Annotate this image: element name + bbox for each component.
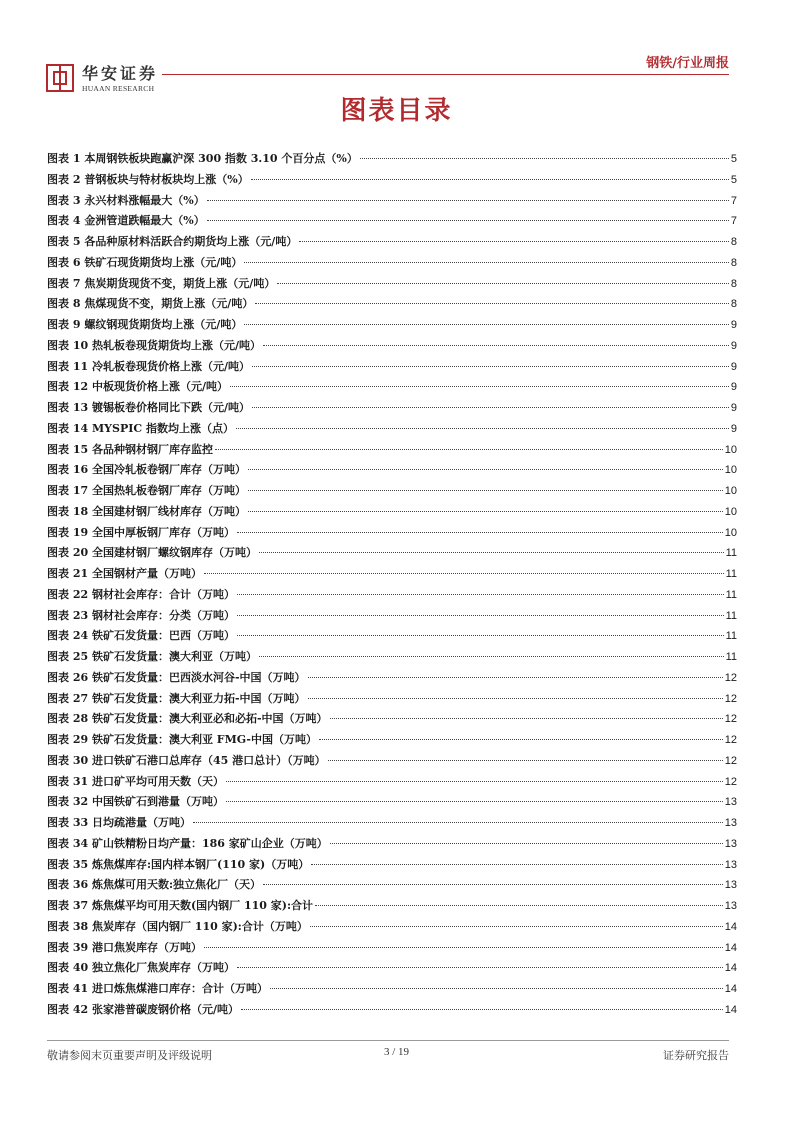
toc-leader-dots — [244, 323, 729, 325]
toc-entry-page: 12 — [724, 775, 737, 788]
toc-entry-page: 13 — [724, 879, 737, 892]
toc-entry[interactable] — [47, 295, 737, 316]
toc-leader-dots — [215, 448, 723, 450]
toc-entry-page: 9 — [730, 422, 737, 435]
toc-entry-page: 13 — [724, 817, 737, 829]
toc-leader-dots — [248, 510, 723, 512]
toc-entry-label: 图表 7 焦炭期货现货不变，期货上涨（元/吨） — [47, 276, 276, 290]
toc-entry-page: 11 — [725, 651, 737, 663]
logo-center-bar — [59, 66, 61, 90]
toc-leader-dots — [237, 634, 724, 636]
toc-entry[interactable] — [47, 793, 737, 814]
toc-entry[interactable] — [47, 420, 737, 441]
toc-entry-label: 图表 20 全国建材钢厂螺纹钢库存（万吨） — [47, 546, 257, 560]
toc-entry[interactable] — [47, 710, 737, 731]
toc-entry-label: 图表 42 张家港普碳废钢价格（元/吨） — [47, 1002, 239, 1016]
toc-leader-dots — [244, 261, 729, 263]
toc-leader-dots — [207, 219, 729, 221]
toc-entry-label: 图表 28 铁矿石发货量：澳大利亚必和必拓-中国（万吨） — [47, 712, 328, 726]
toc-leader-dots — [255, 302, 729, 304]
toc-leader-dots — [252, 406, 729, 408]
toc-entry-label: 图表 41 进口炼焦煤港口库存：合计（万吨） — [47, 982, 268, 995]
toc-entry[interactable] — [47, 378, 737, 399]
toc-entry[interactable] — [47, 524, 737, 545]
toc-entry-label: 图表 37 炼焦煤平均可用天数(国内钢厂 110 家):合计 — [47, 899, 314, 912]
toc-leader-dots — [259, 551, 724, 553]
company-logo-icon — [46, 64, 74, 92]
toc-entry-page: 10 — [724, 505, 737, 518]
toc-entry-page: 9 — [730, 402, 737, 414]
toc-entry[interactable] — [47, 669, 737, 690]
toc-entry-label: 图表 23 钢材社会库存：分类（万吨） — [47, 608, 235, 622]
toc-leader-dots — [241, 1008, 723, 1010]
toc-entry-label: 图表 18 全国建材钢厂线材库存（万吨） — [47, 504, 246, 518]
toc-entry-page: 9 — [730, 319, 737, 331]
toc-leader-dots — [311, 863, 723, 865]
toc-entry-page: 14 — [724, 962, 737, 975]
toc-leader-dots — [263, 344, 729, 346]
page-number: 3 / 19 — [383, 1046, 410, 1058]
toc-entry[interactable] — [47, 607, 737, 628]
footer-disclaimer[interactable]: 敬请参阅末页重要声明及评级说明 — [47, 1049, 212, 1062]
toc-entry-page: 11 — [725, 609, 737, 622]
toc-entry-label: 图表 25 铁矿石发货量：澳大利亚（万吨） — [47, 650, 257, 663]
toc-entry-page: 12 — [724, 754, 737, 767]
toc-entry-label: 图表 35 炼焦煤库存:国内样本钢厂(110 家)（万吨） — [47, 857, 310, 871]
footer-divider — [47, 1040, 729, 1041]
toc-entry[interactable] — [47, 358, 737, 379]
toc-entry[interactable] — [47, 773, 737, 794]
toc-entry[interactable] — [47, 544, 737, 565]
toc-entry-label: 图表 14 MYSPIC 指数均上涨（点） — [47, 421, 234, 435]
toc-entry-page: 11 — [725, 588, 737, 601]
toc-entry-page: 14 — [724, 920, 737, 933]
document-type: 证券研究报告 — [663, 1049, 729, 1062]
toc-entry[interactable] — [47, 482, 737, 503]
toc-leader-dots — [193, 821, 723, 823]
toc-leader-dots — [277, 282, 729, 284]
toc-entry[interactable] — [47, 627, 737, 648]
toc-leader-dots — [310, 925, 723, 927]
toc-entry[interactable] — [47, 731, 737, 752]
toc-entry-page: 14 — [724, 941, 737, 954]
toc-entry[interactable] — [47, 586, 737, 607]
toc-entry-page: 9 — [730, 339, 737, 352]
toc-entry-label: 图表 34 矿山铁精粉日均产量：186 家矿山企业（万吨） — [47, 836, 328, 850]
toc-entry[interactable] — [47, 1001, 737, 1022]
toc-entry[interactable] — [47, 648, 737, 669]
toc-entry-label: 图表 32 中国铁矿石到港量（万吨） — [47, 795, 224, 809]
toc-entry-label: 图表 36 炼焦煤可用天数:独立焦化厂（天） — [47, 878, 262, 892]
toc-entry-label: 图表 12 中板现货价格上涨（元/吨） — [47, 380, 228, 394]
toc-leader-dots — [259, 655, 724, 657]
toc-entry-page: 8 — [730, 256, 737, 269]
toc-entry-label: 图表 38 焦炭库存（国内钢厂 110 家):合计（万吨） — [47, 919, 308, 933]
toc-leader-dots — [230, 385, 729, 387]
toc-leader-dots — [237, 593, 724, 595]
toc-entry[interactable] — [47, 441, 737, 462]
toc-entry-page: 9 — [730, 360, 737, 373]
toc-entry-label: 图表 40 独立焦化厂焦炭库存（万吨） — [47, 961, 235, 975]
toc-entry-page: 11 — [725, 568, 737, 580]
toc-entry[interactable] — [47, 752, 737, 773]
toc-entry[interactable] — [47, 835, 737, 856]
toc-entry[interactable] — [47, 337, 737, 358]
toc-entry-label: 图表 13 镀锡板卷价格同比下跌（元/吨） — [47, 401, 250, 414]
toc-leader-dots — [263, 883, 723, 885]
toc-leader-dots — [330, 842, 723, 844]
toc-entry-label: 图表 9 螺纹钢现货期货均上涨（元/吨） — [47, 318, 243, 331]
toc-entry-page: 7 — [730, 215, 737, 228]
toc-leader-dots — [328, 759, 723, 761]
toc-entry-page: 8 — [730, 236, 737, 248]
toc-entry-page: 10 — [724, 443, 737, 456]
toc-leader-dots — [237, 531, 723, 533]
toc-entry-page: 14 — [724, 1003, 737, 1016]
toc-entry[interactable] — [47, 690, 737, 711]
toc-entry-label: 图表 8 焦煤现货不变，期货上涨（元/吨） — [47, 297, 254, 311]
table-of-figures — [47, 150, 737, 1022]
toc-entry[interactable] — [47, 233, 737, 254]
toc-entry[interactable] — [47, 150, 737, 171]
toc-leader-dots — [204, 946, 723, 948]
toc-entry-label: 图表 15 各品种钢材钢厂库存监控 — [47, 442, 213, 456]
toc-entry-page: 10 — [724, 464, 737, 477]
toc-entry-label: 图表 17 全国热轧板卷钢厂库存（万吨） — [47, 484, 246, 497]
toc-entry[interactable] — [47, 275, 737, 296]
toc-entry-label: 图表 1 本周钢铁板块跑赢沪深 300 指数 3.10 个百分点（%） — [47, 152, 358, 165]
toc-entry-label: 图表 33 日均疏港量（万吨） — [47, 816, 191, 829]
toc-entry-label: 图表 29 铁矿石发货量：澳大利亚 FMG-中国（万吨） — [47, 733, 317, 746]
toc-entry[interactable] — [47, 918, 737, 939]
toc-entry-page: 5 — [730, 153, 737, 165]
toc-entry-label: 图表 31 进口矿平均可用天数（天） — [47, 774, 224, 788]
toc-entry-page: 11 — [725, 630, 737, 643]
toc-leader-dots — [251, 178, 729, 180]
company-subtitle: HUAAN RESEARCH — [82, 84, 155, 93]
toc-entry-page: 13 — [724, 796, 737, 809]
toc-entry[interactable] — [47, 461, 737, 482]
toc-entry[interactable] — [47, 316, 737, 337]
toc-entry-page: 8 — [730, 298, 737, 311]
toc-entry-page: 12 — [724, 734, 737, 746]
toc-entry[interactable] — [47, 939, 737, 960]
toc-leader-dots — [226, 800, 723, 802]
company-name: 华安证券 — [82, 64, 159, 83]
header-divider — [162, 74, 729, 75]
toc-entry-page: 14 — [724, 983, 737, 995]
toc-entry-label: 图表 30 进口铁矿石港口总库存（45 港口总计）（万吨） — [47, 753, 326, 767]
toc-entry-label: 图表 16 全国冷轧板卷钢厂库存（万吨） — [47, 463, 246, 477]
toc-entry-label: 图表 10 热轧板卷现货期货均上涨（元/吨） — [47, 338, 261, 352]
toc-entry-page: 12 — [724, 692, 737, 705]
toc-leader-dots — [237, 614, 724, 616]
toc-entry-page: 13 — [724, 858, 737, 871]
toc-leader-dots — [237, 966, 723, 968]
toc-entry[interactable] — [47, 212, 737, 233]
toc-entry-label: 图表 11 冷轧板卷现货价格上涨（元/吨） — [47, 359, 250, 373]
toc-entry-label: 图表 24 铁矿石发货量：巴西（万吨） — [47, 629, 235, 643]
toc-leader-dots — [319, 738, 723, 740]
toc-leader-dots — [252, 365, 729, 367]
toc-entry-page: 12 — [724, 671, 737, 684]
toc-entry-page: 7 — [730, 194, 737, 207]
toc-leader-dots — [207, 199, 729, 201]
toc-entry-page: 13 — [724, 900, 737, 912]
toc-entry[interactable] — [47, 565, 737, 586]
toc-leader-dots — [308, 676, 723, 678]
toc-leader-dots — [330, 717, 723, 719]
toc-entry[interactable] — [47, 876, 737, 897]
report-section-tag: 钢铁/行业周报 — [646, 56, 729, 71]
toc-entry-page: 10 — [724, 485, 737, 497]
toc-entry-page: 10 — [724, 526, 737, 539]
toc-entry-label: 图表 19 全国中厚板钢厂库存（万吨） — [47, 525, 235, 539]
toc-leader-dots — [226, 780, 723, 782]
toc-entry-page: 5 — [730, 173, 737, 186]
toc-entry[interactable] — [47, 959, 737, 980]
toc-leader-dots — [308, 697, 723, 699]
toc-entry-label: 图表 21 全国钢材产量（万吨） — [47, 567, 202, 580]
toc-entry-label: 图表 5 各品种原材料活跃合约期货均上涨（元/吨） — [47, 235, 298, 248]
toc-leader-dots — [315, 904, 723, 906]
toc-entry[interactable] — [47, 897, 737, 918]
toc-entry[interactable] — [47, 503, 737, 524]
toc-leader-dots — [299, 240, 729, 242]
toc-entry-page: 11 — [725, 547, 737, 560]
toc-entry[interactable] — [47, 171, 737, 192]
toc-entry[interactable] — [47, 856, 737, 877]
toc-entry-label: 图表 2 普钢板块与特材板块均上涨（%） — [47, 172, 249, 186]
toc-entry[interactable] — [47, 980, 737, 1001]
toc-entry-page: 13 — [724, 837, 737, 850]
toc-entry-page: 8 — [730, 277, 737, 290]
toc-leader-dots — [270, 987, 723, 989]
toc-entry-label: 图表 26 铁矿石发货量：巴西淡水河谷-中国（万吨） — [47, 670, 306, 684]
toc-leader-dots — [248, 489, 723, 491]
toc-entry[interactable] — [47, 814, 737, 835]
toc-entry-page: 9 — [730, 381, 737, 394]
page-title: 图表目录 — [340, 96, 453, 126]
toc-entry[interactable] — [47, 399, 737, 420]
toc-leader-dots — [360, 157, 729, 159]
toc-leader-dots — [204, 572, 724, 574]
toc-entry-page: 12 — [724, 713, 737, 726]
toc-entry[interactable] — [47, 254, 737, 275]
toc-entry-label: 图表 22 钢材社会库存：合计（万吨） — [47, 587, 235, 601]
toc-leader-dots — [248, 468, 723, 470]
toc-entry[interactable] — [47, 192, 737, 213]
toc-entry-label: 图表 39 港口焦炭库存（万吨） — [47, 940, 202, 954]
toc-entry-label: 图表 3 永兴材料涨幅最大（%） — [47, 193, 205, 207]
toc-entry-label: 图表 4 金洲管道跌幅最大（%） — [47, 214, 205, 228]
toc-entry-label: 图表 27 铁矿石发货量：澳大利亚力拓-中国（万吨） — [47, 691, 306, 705]
toc-leader-dots — [236, 427, 729, 429]
toc-entry-label: 图表 6 铁矿石现货期货均上涨（元/吨） — [47, 255, 243, 269]
